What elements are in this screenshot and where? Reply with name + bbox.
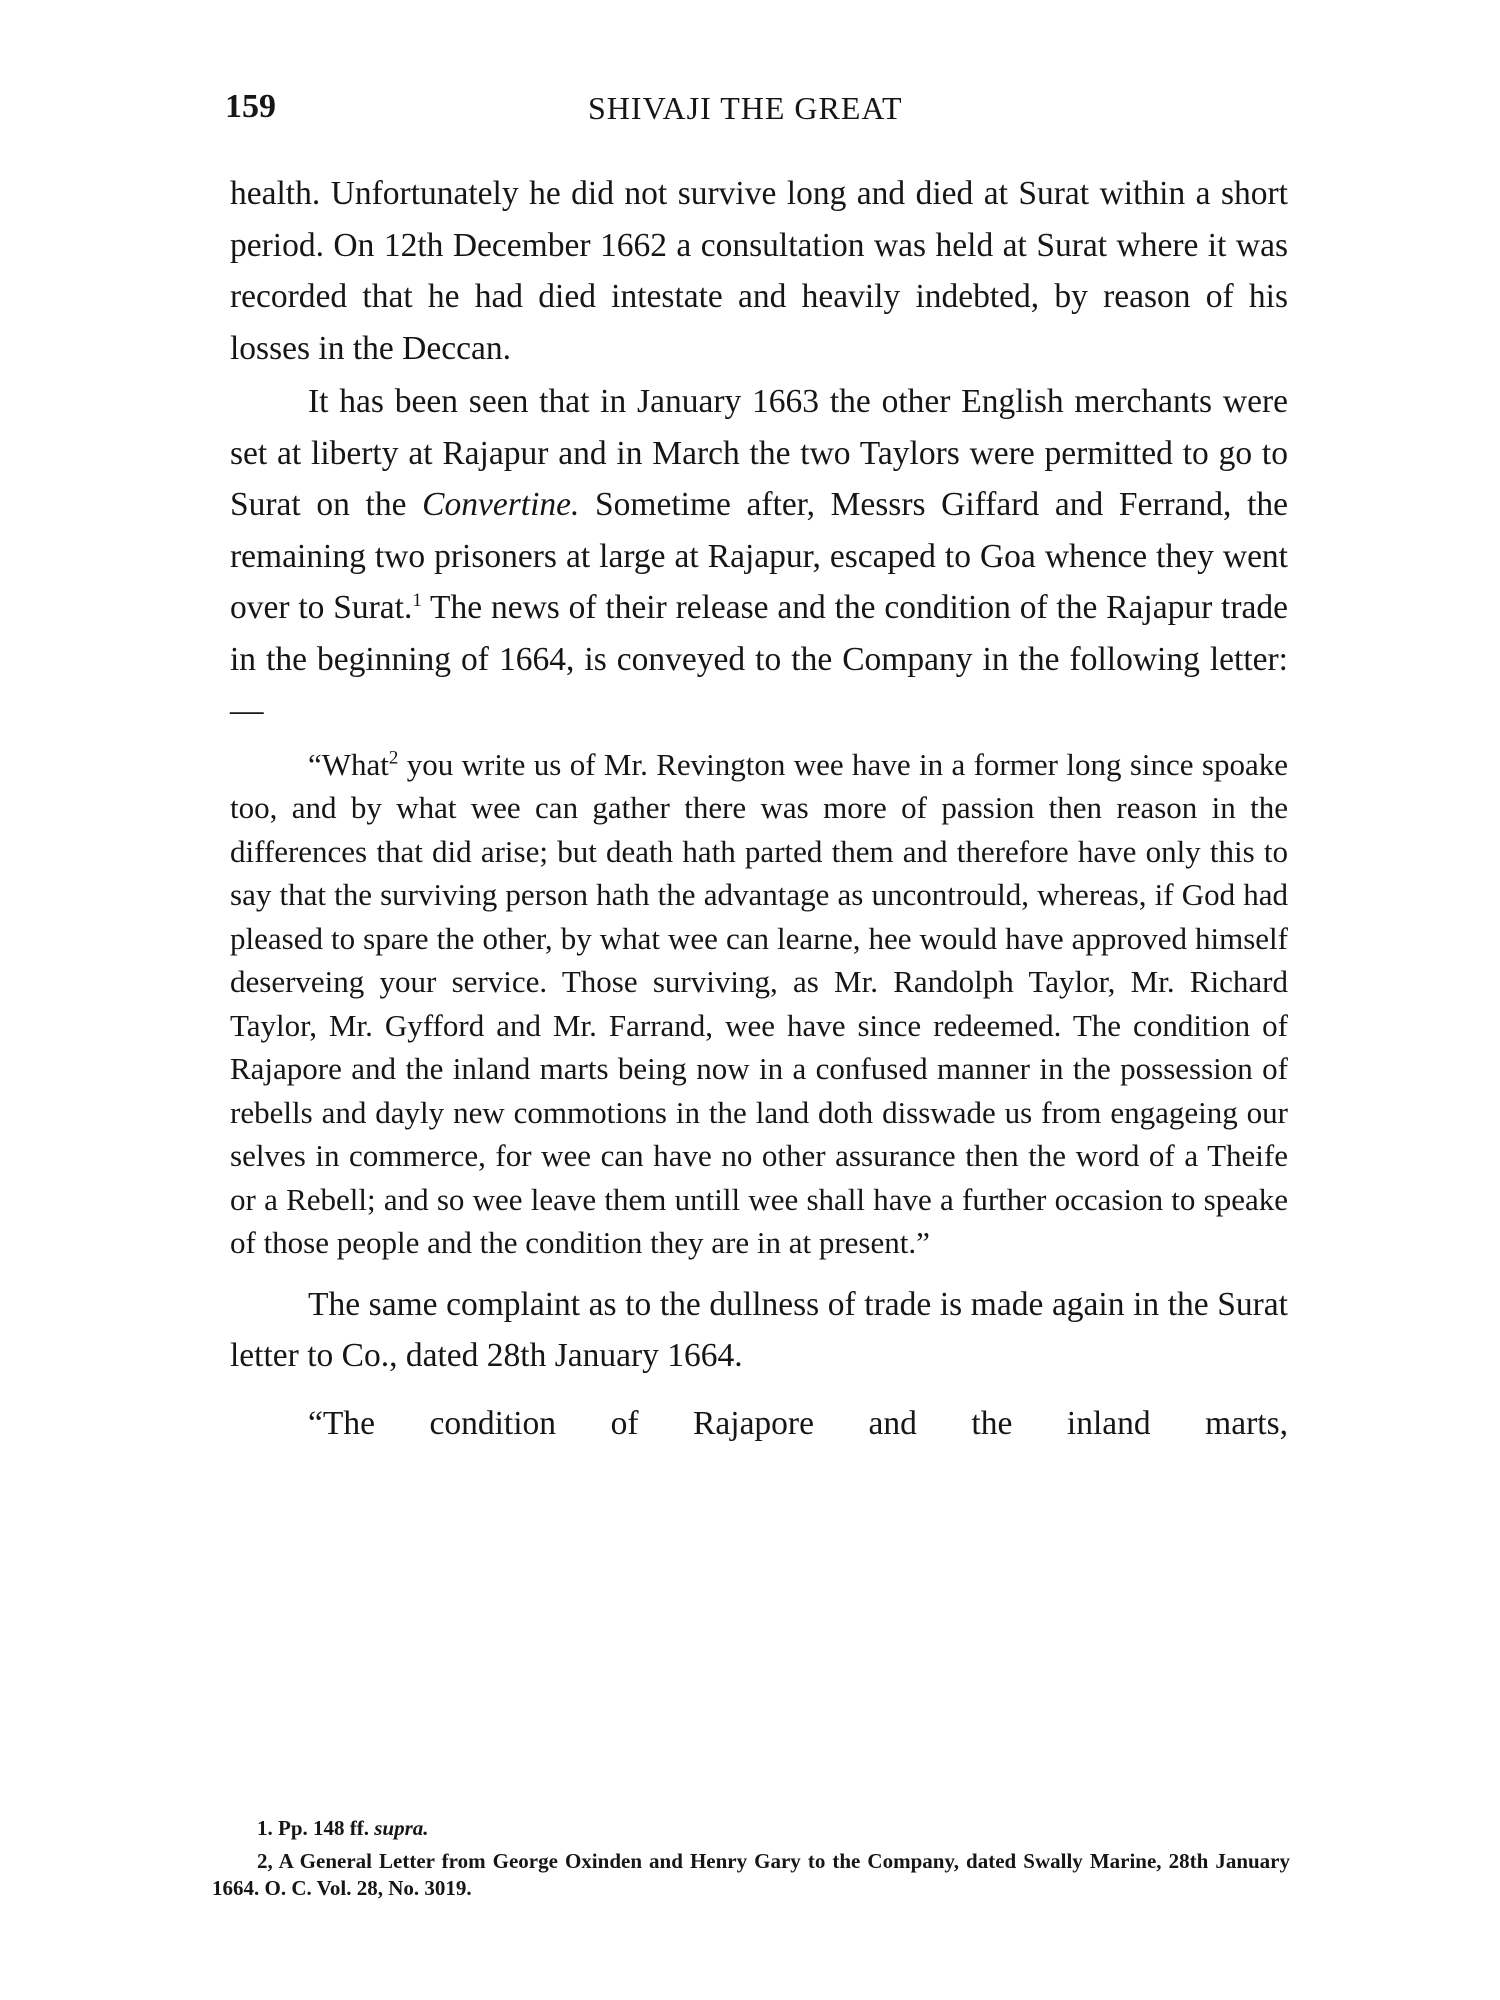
footnote-1 — [212, 1815, 1290, 1842]
footnotes — [212, 1815, 1290, 1902]
page-number: 159 — [225, 88, 276, 125]
paragraph-text: health. Unfortunately he did not survive long and died at Surat within a short period. On 12th December 1662 a consultation was held at Surat where it was recorded that he had died intestate and heavily indebted, by reason of his losses in the Deccan. — [230, 175, 1288, 367]
block-quotation — [230, 743, 1288, 1265]
paragraph-text: It has been seen that in January 1663 the other English merchants were set at liberty at Rajapur and in March the two Taylors were permitted to go to Surat on the — [230, 383, 1288, 523]
footnote-text: A General Letter from George Oxinden and Henry Gary to the Company, dated Swally Marine, 28th January 1664. O. C. Vol. 28, No. 3019. — [212, 1849, 1290, 1900]
body-text — [230, 168, 1288, 1449]
footnote-reference: 2 — [388, 747, 399, 769]
paragraph-quotation-start — [230, 1398, 1288, 1450]
paragraph-dullness-of-trade — [230, 1279, 1288, 1382]
quote-text: “What — [308, 746, 389, 782]
paragraph-text: The news of their release and the condition of the Rajapur trade in the beginning of 1664, is conveyed to the Company in the following letter:— — [230, 589, 1288, 729]
footnote-text: Pp. 148 ff. — [272, 1816, 375, 1840]
paragraph-text: “The condition of Rajapore and the inland marts, — [308, 1404, 1288, 1442]
footnote-reference: 1 — [412, 589, 422, 611]
paragraph-english-merchants — [230, 376, 1288, 737]
quote-text: you write us of Mr. Revington wee have in a former long since spoake too, and by what wee can gather there was more of passion then reason in the differences that did arise; but death hath parted them and therefore have only this to say that the surviving person hath the advantage as uncontrould, whereas, if God had pleased to spare the other, by what wee can learne, hee would have approved himself deserveing your service. Those surviving, as Mr. Randolph Taylor, Mr. Richard Taylor, Mr. Gyfford and Mr. Farrand, wee have since redeemed. The condition of Rajapore and the inland marts being now in a confused manner in the possession of rebells and dayly new commotions in the land doth disswade us from engageing our selves in commerce, for wee can have no other assurance then the word of a Theife or a Rebell; and so wee leave them untill wee shall have a further occasion to speake of those people and the condition they are in at present.” — [230, 746, 1288, 1260]
running-title: SHIVAJI THE GREAT — [588, 90, 903, 126]
paragraph-continuation — [230, 168, 1288, 374]
ship-name: Convertine. — [422, 486, 580, 523]
footnote-number: 1. — [257, 1816, 273, 1840]
page-header — [225, 88, 1285, 138]
paragraph-text: Sometime after, Messrs Giffard and Ferrand, the remaining two prisoners at large at Rajapur, escaped to Goa whence they went over to Surat. — [230, 486, 1289, 626]
footnote-number: 2, — [257, 1849, 273, 1873]
footnote-2 — [212, 1848, 1290, 1902]
paragraph-text: The same complaint as to the dullness of trade is made again in the Surat letter to Co., dated 28th January 1664. — [230, 1285, 1288, 1374]
footnote-italic: supra. — [374, 1816, 429, 1840]
